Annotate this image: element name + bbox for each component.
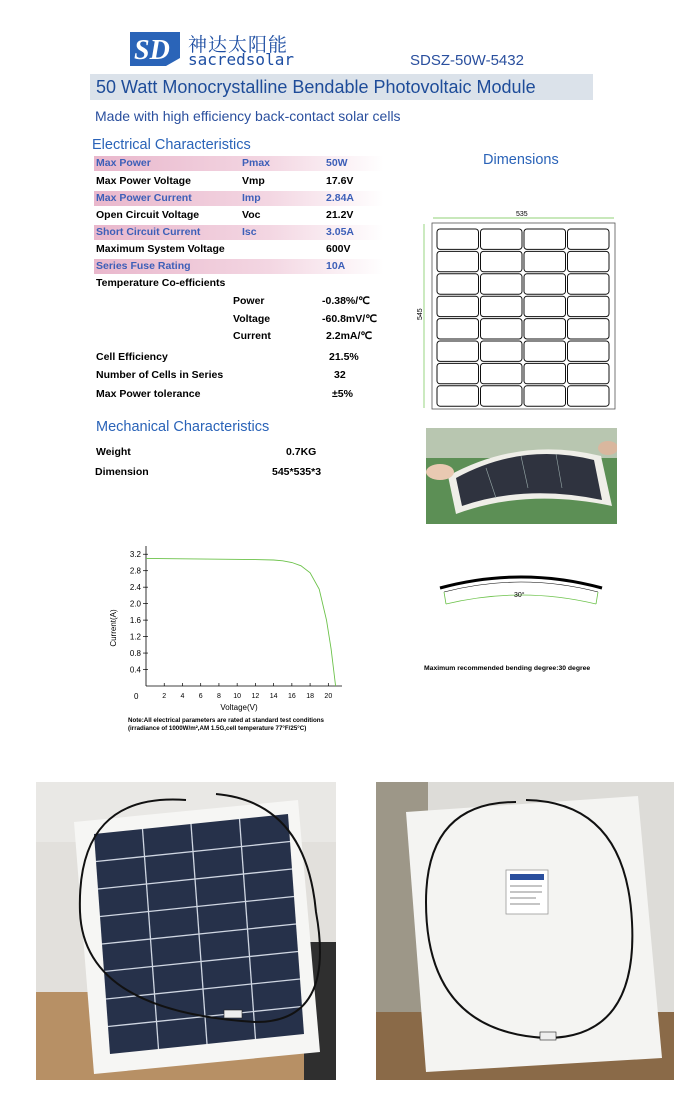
param-name: Open Circuit Voltage: [96, 209, 200, 221]
solar-cell-outline: [524, 251, 566, 271]
coef-power-value: -0.38%/℃: [322, 295, 370, 307]
solar-cell-outline: [568, 319, 610, 339]
param-name: Max Power Voltage: [96, 175, 191, 187]
x-tick-label: 4: [180, 693, 185, 700]
y-tick-label: 0.4: [129, 665, 141, 675]
y-tick-label: 3.2: [129, 550, 141, 560]
y-tick-label: 2.8: [129, 566, 141, 576]
solar-cell-outline: [437, 363, 479, 383]
note-line-1: Note:All electrical parameters are rated at standard test conditions: [128, 717, 324, 724]
solar-cell-outline: [481, 341, 523, 361]
solar-cell-outline: [437, 229, 479, 249]
param-name: Max Power Current: [96, 192, 192, 204]
y-tick-label: 2.4: [129, 583, 141, 593]
electrical-row: [94, 191, 384, 206]
company-logo: [126, 28, 184, 70]
bending-diagram: [436, 568, 606, 612]
bending-angle-label: 30°: [514, 592, 525, 599]
solar-cell-outline: [437, 296, 479, 316]
param-value: 3.05A: [326, 226, 355, 238]
solar-cell-outline: [437, 341, 479, 361]
x-tick-label: 8: [216, 693, 221, 700]
param-name: Short Circuit Current: [96, 226, 201, 238]
y-tick-label: 0.8: [129, 649, 141, 659]
y-tick-label: 1.2: [129, 632, 141, 642]
x-tick-label: 18: [306, 693, 314, 700]
page-subtitle: Made with high efficiency back-contact solar cells: [95, 108, 401, 124]
param-name: Series Fuse Rating: [96, 260, 191, 272]
param-symbol: Voc: [242, 209, 261, 221]
electrical-row: [94, 208, 384, 223]
param-symbol: Vmp: [242, 175, 265, 187]
param-value: 21.2V: [326, 209, 354, 221]
panel-front-photo: [36, 782, 336, 1080]
weight-label: Weight: [96, 446, 131, 458]
param-symbol: Imp: [242, 192, 261, 204]
weight-value: 0.7KG: [286, 446, 317, 458]
solar-cell-outline: [524, 274, 566, 294]
y-tick-label: 2.0: [129, 599, 141, 609]
x-tick-label: 16: [287, 693, 296, 700]
dimension-value: 545*535*3: [272, 466, 322, 478]
y-tick-label: 1.6: [129, 616, 141, 626]
param-name: Maximum System Voltage: [96, 243, 225, 255]
param-value: 2.84A: [326, 192, 355, 204]
note-line-2: (irradiance of 1000W/m²,AM 1.5G,cell temperature 77°F/25°C): [128, 725, 307, 732]
coef-voltage-label: Voltage: [233, 313, 271, 325]
cell-efficiency-label: Cell Efficiency: [96, 351, 168, 363]
solar-cell-outline: [437, 319, 479, 339]
param-value: 600V: [326, 243, 351, 255]
x-tick-label: 2: [162, 693, 167, 700]
solar-cell-outline: [568, 363, 610, 383]
electrical-row: [94, 174, 384, 189]
x-tick-label: 12: [251, 693, 260, 700]
solar-cell-outline: [524, 296, 566, 316]
x-axis-label: Voltage(V): [220, 703, 258, 712]
electrical-row: [94, 225, 384, 240]
bent-panel-photo: [426, 428, 617, 524]
solar-cell-outline: [437, 386, 479, 406]
solar-cell-outline: [437, 274, 479, 294]
solar-cell-outline: [437, 251, 479, 271]
cells-in-series-value: 32: [334, 369, 346, 381]
electrical-row: [94, 276, 384, 291]
width-dimension-label: 535: [516, 211, 528, 218]
solar-cell-outline: [568, 386, 610, 406]
solar-cell-outline: [524, 341, 566, 361]
param-value: 50W: [326, 157, 348, 169]
mechanical-heading: Mechanical Characteristics: [96, 419, 270, 435]
dimension-label: Dimension: [95, 466, 149, 478]
param-name: Temperature Co-efficients: [96, 277, 226, 289]
coef-current-label: Current: [233, 330, 271, 342]
iv-curve-chart: [100, 538, 360, 716]
solar-cell-outline: [568, 296, 610, 316]
cell-efficiency-value: 21.5%: [329, 351, 359, 363]
solar-cell-outline: [524, 229, 566, 249]
solar-cell-outline: [481, 363, 523, 383]
coef-current-value: 2.2mA/℃: [326, 330, 373, 342]
iv-curve-series: [146, 558, 336, 686]
y-axis-label: Current(A): [109, 609, 118, 647]
solar-cell-outline: [481, 319, 523, 339]
solar-cell-outline: [481, 274, 523, 294]
param-name: Max Power: [96, 157, 151, 169]
dimension-drawing: [414, 206, 624, 412]
electrical-row: [94, 259, 384, 274]
electrical-row: [94, 156, 384, 171]
solar-cell-outline: [481, 296, 523, 316]
coef-voltage-value: -60.8mV/℃: [322, 313, 377, 325]
power-tolerance-label: Max Power tolerance: [96, 388, 201, 400]
param-value: 17.6V: [326, 175, 354, 187]
param-symbol: Pmax: [242, 157, 271, 169]
solar-cell-outline: [568, 229, 610, 249]
coef-power-label: Power: [233, 295, 265, 307]
height-dimension-label: 545: [417, 308, 424, 320]
x-tick-label: 14: [269, 693, 278, 700]
cells-in-series-label: Number of Cells in Series: [96, 369, 224, 381]
bending-caption: Maximum recommended bending degree:30 degree: [424, 665, 591, 672]
model-number: SDSZ-50W-5432: [410, 52, 524, 69]
brand-name-chinese: 神达太阳能: [188, 34, 289, 56]
brand-name-english: sacredsolar: [188, 50, 294, 69]
solar-cell-outline: [524, 386, 566, 406]
x-tick-label: 20: [324, 693, 333, 700]
solar-cell-outline: [524, 319, 566, 339]
solar-cell-outline: [568, 341, 610, 361]
page-title: 50 Watt Monocrystalline Bendable Photovoltaic Module: [96, 77, 536, 97]
electrical-heading: Electrical Characteristics: [92, 137, 251, 153]
logo-letters: SD: [134, 35, 170, 66]
solar-cell-outline: [568, 251, 610, 271]
solar-cell-outline: [481, 386, 523, 406]
solar-cell-outline: [568, 274, 610, 294]
origin-label: 0: [134, 692, 139, 701]
solar-cell-outline: [481, 229, 523, 249]
param-value: 10A: [326, 260, 346, 272]
dimensions-heading: Dimensions: [483, 152, 559, 168]
x-tick-label: 6: [198, 693, 203, 700]
x-tick-label: 10: [233, 693, 242, 700]
param-symbol: Isc: [242, 226, 257, 238]
electrical-row: [94, 242, 384, 257]
panel-back-photo: [376, 782, 674, 1080]
solar-cell-outline: [524, 363, 566, 383]
solar-cell-outline: [481, 251, 523, 271]
power-tolerance-value: ±5%: [332, 388, 353, 400]
